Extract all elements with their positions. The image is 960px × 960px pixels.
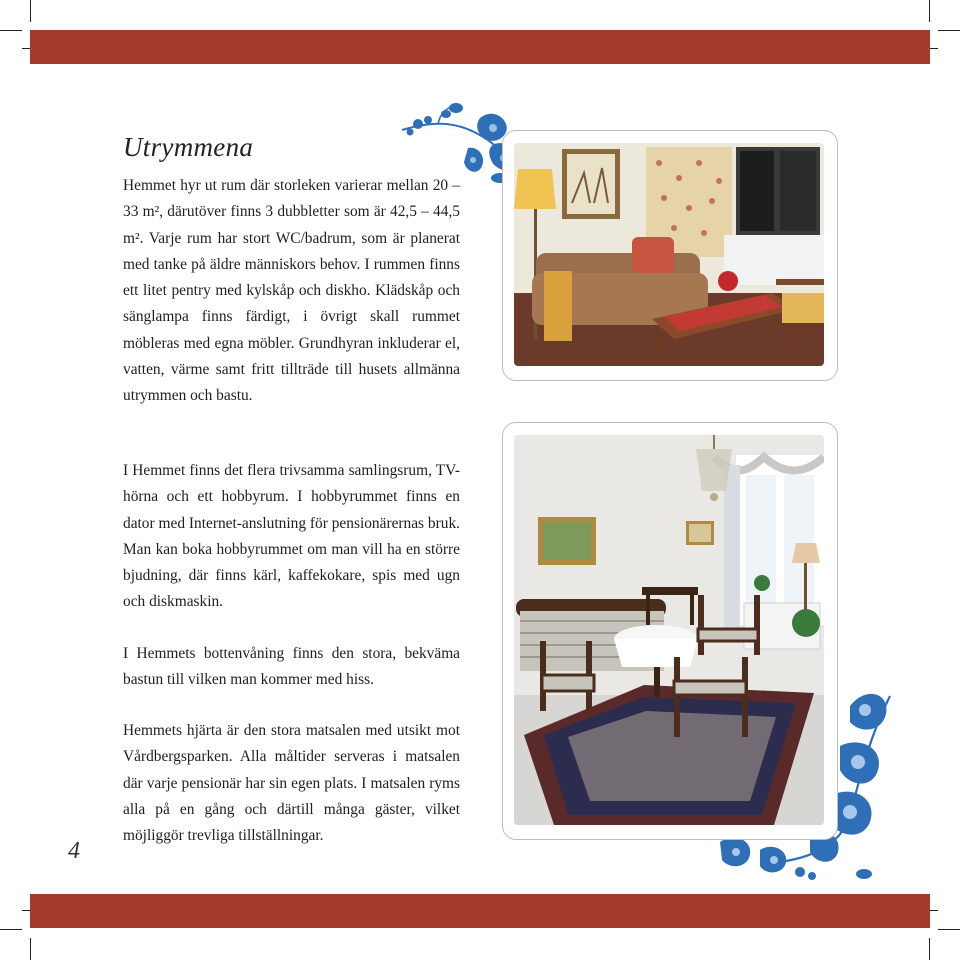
- crop-mark: [30, 0, 31, 22]
- crop-mark: [929, 0, 930, 22]
- paragraph-sauna: I Hemmets bottenvåning finns den stora, bekväma bastun till vilken man kommer med hiss.: [123, 645, 460, 689]
- page-number: 4: [68, 838, 80, 864]
- photo-common-room: [514, 435, 824, 825]
- crop-mark: [929, 938, 930, 960]
- crop-mark: [0, 929, 22, 930]
- photo-living-room: [514, 143, 824, 366]
- header-band: [30, 30, 930, 64]
- crop-mark: [30, 938, 31, 960]
- crop-mark: [938, 929, 960, 930]
- paragraph-dining-hall: Hemmets hjärta är den stora matsalen med utsikt mot Vårdbergsparken. Alla måltider serveras i matsalen där varje pensionär har sin egen plats. I matsalen ryms alla på en gång och därtill många gäster, vilket möjliggör trevliga tillställningar.: [123, 722, 460, 845]
- paragraph-common-rooms: I Hemmet finns det flera trivsamma samlingsrum, TV-hörna och ett hobbyrum. I hobbyrummet finns en dator med Internet-anslutning för pensionärernas bruk. Man kan boka hobbyrummet om man vill ha en större bjudning, där finns kärl, kaffekokare, spis med ugn och diskmaskin.: [123, 462, 460, 611]
- crop-mark: [938, 30, 960, 31]
- paragraph-rooms: Hemmet hyr ut rum där storleken varierar mellan 20 – 33 m², därutöver finns 3 dubbletter som är 42,5 – 44,5 m². Varje rum har stort WC/badrum, som är planerat med tanke på äldre människors behov. I rummen finns ett litet pentry med kylskåp och diskho. Klädskåp och sänglampa finns färdigt, i övrigt skall rummet möbleras med egna möbler. Grundhyran inkluderar el, vatten, värme samt fritt tillträde till husets allmänna utrymmen och bastu.: [123, 177, 460, 405]
- page-title: Utrymmena: [123, 132, 254, 162]
- crop-mark: [0, 30, 22, 31]
- footer-band: [30, 894, 930, 928]
